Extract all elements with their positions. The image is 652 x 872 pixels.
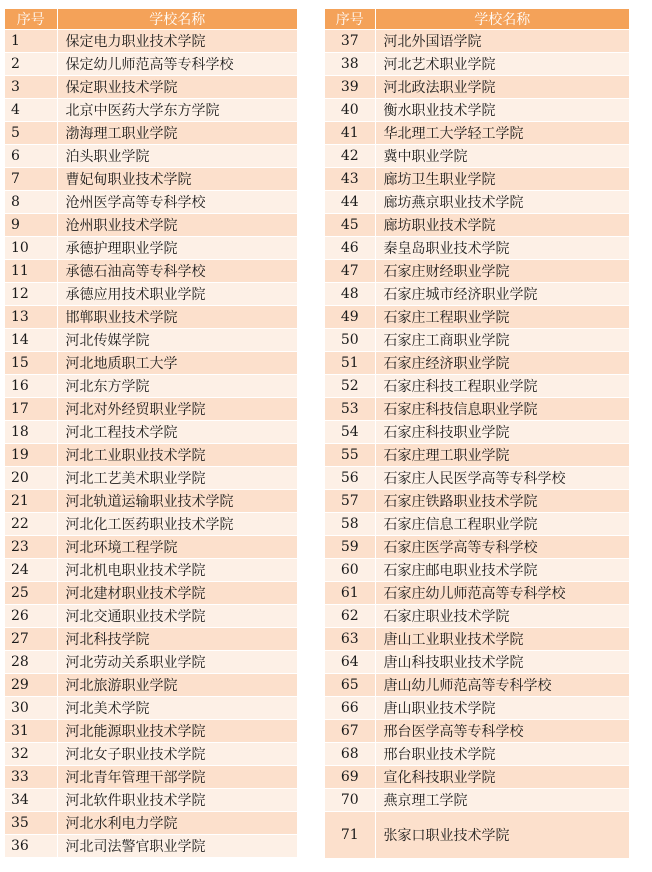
table-body-left (5, 30, 298, 858)
table-row (325, 191, 630, 214)
school-name-cell: 河北东方学院 (57, 375, 298, 398)
school-name-cell: 泊头职业学院 (57, 145, 298, 168)
serial-number-cell: 48 (325, 283, 375, 306)
school-name-cell: 廊坊职业技术学院 (375, 214, 630, 237)
school-name-cell: 石家庄职业技术学院 (375, 605, 630, 628)
serial-number-cell: 57 (325, 490, 375, 513)
serial-number-cell: 35 (5, 812, 57, 835)
table-row (5, 76, 298, 99)
table-row (325, 122, 630, 145)
table-row (5, 191, 298, 214)
serial-number-cell: 62 (325, 605, 375, 628)
serial-number-cell: 56 (325, 467, 375, 490)
table-row (5, 812, 298, 835)
serial-number-cell: 18 (5, 421, 57, 444)
serial-number-cell: 24 (5, 559, 57, 582)
table-row (325, 168, 630, 191)
school-name-cell: 河北外国语学院 (375, 30, 630, 53)
serial-number-cell: 7 (5, 168, 57, 191)
serial-number-cell: 6 (5, 145, 57, 168)
table-row (5, 145, 298, 168)
table-row (5, 766, 298, 789)
school-name-cell: 河北化工医药职业技术学院 (57, 513, 298, 536)
school-name-cell: 石家庄理工职业学院 (375, 444, 630, 467)
table-row (5, 283, 298, 306)
serial-number-cell: 9 (5, 214, 57, 237)
school-name-cell: 石家庄经济职业学院 (375, 352, 630, 375)
serial-number-cell: 25 (5, 582, 57, 605)
serial-number-cell: 55 (325, 444, 375, 467)
table-row (325, 743, 630, 766)
header-school-name: 学校名称 (57, 9, 298, 30)
serial-number-cell: 60 (325, 559, 375, 582)
serial-number-cell: 43 (325, 168, 375, 191)
school-name-cell: 保定电力职业技术学院 (57, 30, 298, 53)
table-row (5, 743, 298, 766)
table-row (5, 99, 298, 122)
table-row (5, 168, 298, 191)
table-row (325, 766, 630, 789)
serial-number-cell: 44 (325, 191, 375, 214)
table-row (325, 329, 630, 352)
school-name-cell: 邢台职业技术学院 (375, 743, 630, 766)
table-row (325, 812, 630, 859)
school-name-cell: 河北环境工程学院 (57, 536, 298, 559)
school-name-cell: 秦皇岛职业技术学院 (375, 237, 630, 260)
school-name-cell: 沧州职业技术学院 (57, 214, 298, 237)
table-row (325, 421, 630, 444)
school-name-cell: 河北科技学院 (57, 628, 298, 651)
table-row (325, 490, 630, 513)
table-row (325, 352, 630, 375)
table-row (5, 559, 298, 582)
school-name-cell: 保定职业技术学院 (57, 76, 298, 99)
serial-number-cell: 58 (325, 513, 375, 536)
serial-number-cell: 28 (5, 651, 57, 674)
serial-number-cell: 41 (325, 122, 375, 145)
school-name-cell: 石家庄铁路职业技术学院 (375, 490, 630, 513)
serial-number-cell: 42 (325, 145, 375, 168)
school-name-cell: 沧州医学高等专科学校 (57, 191, 298, 214)
school-name-cell: 河北建材职业技术学院 (57, 582, 298, 605)
serial-number-cell: 68 (325, 743, 375, 766)
table-row (5, 375, 298, 398)
serial-number-cell: 29 (5, 674, 57, 697)
serial-number-cell: 64 (325, 651, 375, 674)
table-row (325, 674, 630, 697)
serial-number-cell: 1 (5, 30, 57, 53)
school-name-cell: 河北政法职业学院 (375, 76, 630, 99)
school-name-cell: 石家庄工商职业学院 (375, 329, 630, 352)
school-name-cell: 河北地质职工大学 (57, 352, 298, 375)
header-serial-number: 序号 (5, 9, 57, 30)
table-row (325, 76, 630, 99)
table-row (5, 674, 298, 697)
table-row (325, 237, 630, 260)
table-row (5, 53, 298, 76)
table-row (5, 605, 298, 628)
serial-number-cell: 69 (325, 766, 375, 789)
serial-number-cell: 59 (325, 536, 375, 559)
school-name-cell: 邯郸职业技术学院 (57, 306, 298, 329)
school-name-cell: 衡水职业技术学院 (375, 99, 630, 122)
school-name-cell: 河北艺术职业学院 (375, 53, 630, 76)
school-name-cell: 保定幼儿师范高等专科学校 (57, 53, 298, 76)
serial-number-cell: 15 (5, 352, 57, 375)
school-name-cell: 河北对外经贸职业学院 (57, 398, 298, 421)
table-row (5, 30, 298, 53)
school-name-cell: 河北交通职业技术学院 (57, 605, 298, 628)
school-name-cell: 河北工业职业技术学院 (57, 444, 298, 467)
table-row (325, 720, 630, 743)
header-school-name: 学校名称 (375, 9, 630, 30)
school-name-cell: 河北旅游职业学院 (57, 674, 298, 697)
table-row (325, 283, 630, 306)
school-name-cell: 河北水利电力学院 (57, 812, 298, 835)
serial-number-cell: 30 (5, 697, 57, 720)
table-row (5, 720, 298, 743)
table-row (5, 697, 298, 720)
serial-number-cell: 33 (5, 766, 57, 789)
serial-number-cell: 27 (5, 628, 57, 651)
school-table-left (5, 9, 298, 857)
serial-number-cell: 67 (325, 720, 375, 743)
school-name-cell: 唐山幼儿师范高等专科学校 (375, 674, 630, 697)
serial-number-cell: 38 (325, 53, 375, 76)
serial-number-cell: 40 (325, 99, 375, 122)
serial-number-cell: 20 (5, 467, 57, 490)
table-row (5, 536, 298, 559)
serial-number-cell: 13 (5, 306, 57, 329)
school-name-cell: 廊坊燕京职业技术学院 (375, 191, 630, 214)
table-row (325, 513, 630, 536)
table-row (5, 789, 298, 812)
table-row (5, 237, 298, 260)
school-name-cell: 唐山科技职业技术学院 (375, 651, 630, 674)
table-row (325, 628, 630, 651)
table-row (5, 329, 298, 352)
table-row (325, 375, 630, 398)
table-row (325, 99, 630, 122)
school-name-cell: 石家庄邮电职业技术学院 (375, 559, 630, 582)
table-row (5, 651, 298, 674)
serial-number-cell: 61 (325, 582, 375, 605)
table-body-right (325, 30, 630, 859)
serial-number-cell: 39 (325, 76, 375, 99)
serial-number-cell: 63 (325, 628, 375, 651)
table-row (5, 122, 298, 145)
table-row (325, 260, 630, 283)
serial-number-cell: 5 (5, 122, 57, 145)
serial-number-cell: 49 (325, 306, 375, 329)
school-name-cell: 燕京理工学院 (375, 789, 630, 812)
table-row (325, 582, 630, 605)
serial-number-cell: 12 (5, 283, 57, 306)
school-name-cell: 张家口职业技术学院 (375, 812, 630, 859)
serial-number-cell: 10 (5, 237, 57, 260)
school-name-cell: 河北美术学院 (57, 697, 298, 720)
table-row (325, 467, 630, 490)
school-name-cell: 石家庄科技职业学院 (375, 421, 630, 444)
school-name-cell: 石家庄医学高等专科学校 (375, 536, 630, 559)
serial-number-cell: 2 (5, 53, 57, 76)
school-name-cell: 冀中职业学院 (375, 145, 630, 168)
school-name-cell: 石家庄财经职业学院 (375, 260, 630, 283)
serial-number-cell: 19 (5, 444, 57, 467)
serial-number-cell: 50 (325, 329, 375, 352)
table-row (5, 467, 298, 490)
serial-number-cell: 22 (5, 513, 57, 536)
school-name-cell: 北京中医药大学东方学院 (57, 99, 298, 122)
serial-number-cell: 54 (325, 421, 375, 444)
school-name-cell: 石家庄人民医学高等专科学校 (375, 467, 630, 490)
school-name-cell: 唐山职业技术学院 (375, 697, 630, 720)
serial-number-cell: 21 (5, 490, 57, 513)
school-name-cell: 河北青年管理干部学院 (57, 766, 298, 789)
school-name-cell: 唐山工业职业技术学院 (375, 628, 630, 651)
serial-number-cell: 23 (5, 536, 57, 559)
table-row (5, 398, 298, 421)
table-row (5, 490, 298, 513)
serial-number-cell: 14 (5, 329, 57, 352)
school-name-cell: 石家庄信息工程职业学院 (375, 513, 630, 536)
school-name-cell: 石家庄工程职业学院 (375, 306, 630, 329)
serial-number-cell: 31 (5, 720, 57, 743)
serial-number-cell: 36 (5, 835, 57, 858)
serial-number-cell: 8 (5, 191, 57, 214)
table-row (5, 835, 298, 858)
serial-number-cell: 70 (325, 789, 375, 812)
table-row (5, 513, 298, 536)
serial-number-cell: 34 (5, 789, 57, 812)
school-name-cell: 河北机电职业技术学院 (57, 559, 298, 582)
school-name-cell: 承德护理职业学院 (57, 237, 298, 260)
school-name-cell: 石家庄幼儿师范高等专科学校 (375, 582, 630, 605)
school-name-cell: 石家庄科技信息职业学院 (375, 398, 630, 421)
serial-number-cell: 16 (5, 375, 57, 398)
school-name-cell: 河北工艺美术职业学院 (57, 467, 298, 490)
serial-number-cell: 11 (5, 260, 57, 283)
table-header-row (5, 9, 298, 30)
serial-number-cell: 37 (325, 30, 375, 53)
table-row (325, 789, 630, 812)
school-name-cell: 河北工程技术学院 (57, 421, 298, 444)
school-name-cell: 河北女子职业技术学院 (57, 743, 298, 766)
serial-number-cell: 32 (5, 743, 57, 766)
school-name-cell: 渤海理工职业学院 (57, 122, 298, 145)
school-name-cell: 邢台医学高等专科学校 (375, 720, 630, 743)
serial-number-cell: 52 (325, 375, 375, 398)
table-row (325, 306, 630, 329)
table-row (5, 444, 298, 467)
serial-number-cell: 66 (325, 697, 375, 720)
school-name-cell: 承德应用技术职业学院 (57, 283, 298, 306)
school-name-cell: 廊坊卫生职业学院 (375, 168, 630, 191)
serial-number-cell: 47 (325, 260, 375, 283)
table-row (325, 697, 630, 720)
school-name-cell: 华北理工大学轻工学院 (375, 122, 630, 145)
table-row (5, 214, 298, 237)
serial-number-cell: 45 (325, 214, 375, 237)
serial-number-cell: 3 (5, 76, 57, 99)
serial-number-cell: 46 (325, 237, 375, 260)
school-name-cell: 曹妃甸职业技术学院 (57, 168, 298, 191)
school-name-cell: 承德石油高等专科学校 (57, 260, 298, 283)
table-row (5, 352, 298, 375)
table-row (325, 53, 630, 76)
serial-number-cell: 71 (325, 812, 375, 859)
serial-number-cell: 65 (325, 674, 375, 697)
serial-number-cell: 51 (325, 352, 375, 375)
school-name-cell: 河北司法警官职业学院 (57, 835, 298, 858)
school-name-cell: 河北软件职业技术学院 (57, 789, 298, 812)
table-row (325, 214, 630, 237)
table-row (325, 536, 630, 559)
school-name-cell: 河北轨道运输职业技术学院 (57, 490, 298, 513)
table-row (5, 628, 298, 651)
school-name-cell: 石家庄城市经济职业学院 (375, 283, 630, 306)
table-row (5, 421, 298, 444)
serial-number-cell: 26 (5, 605, 57, 628)
serial-number-cell: 17 (5, 398, 57, 421)
table-row (325, 444, 630, 467)
table-row (5, 582, 298, 605)
table-row (5, 260, 298, 283)
table-row (325, 605, 630, 628)
table-header-row (325, 9, 630, 30)
school-name-cell: 石家庄科技工程职业学院 (375, 375, 630, 398)
school-name-cell: 河北传媒学院 (57, 329, 298, 352)
table-row (325, 145, 630, 168)
school-name-cell: 河北劳动关系职业学院 (57, 651, 298, 674)
table-row (5, 306, 298, 329)
school-table-right (325, 9, 630, 858)
table-row (325, 30, 630, 53)
table-row (325, 651, 630, 674)
school-name-cell: 河北能源职业技术学院 (57, 720, 298, 743)
table-row (325, 559, 630, 582)
serial-number-cell: 53 (325, 398, 375, 421)
serial-number-cell: 4 (5, 99, 57, 122)
school-name-cell: 宣化科技职业学院 (375, 766, 630, 789)
header-serial-number: 序号 (325, 9, 375, 30)
table-row (325, 398, 630, 421)
